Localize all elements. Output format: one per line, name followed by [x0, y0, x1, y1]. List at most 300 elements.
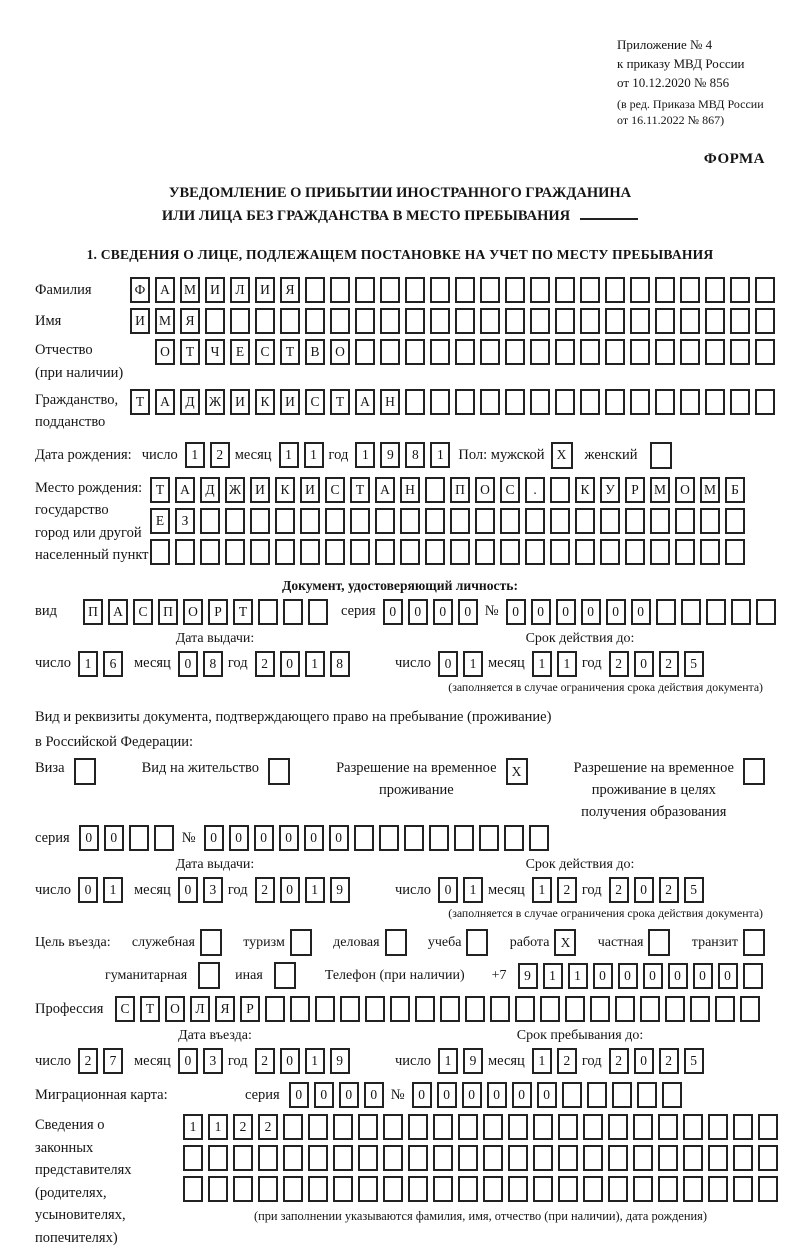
char-cell[interactable] — [283, 1145, 303, 1171]
char-cell[interactable] — [508, 1114, 528, 1140]
char-cell[interactable] — [358, 1145, 378, 1171]
char-cell[interactable] — [583, 1176, 603, 1202]
char-cell[interactable] — [380, 277, 400, 303]
checkbox-cell[interactable]: X — [551, 442, 573, 469]
char-cell[interactable]: С — [305, 389, 325, 415]
char-cell[interactable] — [305, 308, 325, 334]
char-cell[interactable]: С — [255, 339, 275, 365]
doc-expiry-day-cells[interactable] — [438, 651, 483, 677]
char-cell[interactable]: 0 — [618, 963, 638, 989]
char-cell[interactable] — [504, 825, 524, 851]
char-cell[interactable] — [600, 508, 620, 534]
char-cell[interactable] — [325, 539, 345, 565]
char-cell[interactable] — [605, 277, 625, 303]
char-cell[interactable]: 0 — [280, 1048, 300, 1074]
char-cell[interactable] — [683, 1114, 703, 1140]
char-cell[interactable] — [458, 1145, 478, 1171]
char-cell[interactable]: М — [650, 477, 670, 503]
char-cell[interactable]: 0 — [339, 1082, 359, 1108]
char-cell[interactable]: И — [280, 389, 300, 415]
checkbox-cell[interactable] — [743, 929, 765, 956]
purpose-tourism-checkbox[interactable] — [290, 929, 312, 956]
char-cell[interactable]: Н — [400, 477, 420, 503]
char-cell[interactable] — [308, 1145, 328, 1171]
residence-expiry-day-cells[interactable] — [438, 877, 483, 903]
char-cell[interactable] — [308, 1176, 328, 1202]
char-cell[interactable]: Т — [130, 389, 150, 415]
char-cell[interactable]: 0 — [668, 963, 688, 989]
char-cell[interactable] — [630, 308, 650, 334]
char-cell[interactable]: Т — [150, 477, 170, 503]
char-cell[interactable] — [680, 308, 700, 334]
residence-series-cells[interactable] — [79, 825, 174, 851]
char-cell[interactable] — [383, 1145, 403, 1171]
char-cell[interactable]: 1 — [208, 1114, 228, 1140]
char-cell[interactable] — [681, 599, 701, 625]
char-cell[interactable]: Т — [350, 477, 370, 503]
char-cell[interactable] — [375, 508, 395, 534]
char-cell[interactable] — [630, 277, 650, 303]
char-cell[interactable] — [515, 996, 535, 1022]
char-cell[interactable]: 0 — [462, 1082, 482, 1108]
char-cell[interactable] — [533, 1114, 553, 1140]
char-cell[interactable]: 1 — [430, 442, 450, 468]
char-cell[interactable]: 0 — [606, 599, 626, 625]
char-cell[interactable] — [580, 339, 600, 365]
residence-expiry-year-cells[interactable] — [609, 877, 704, 903]
char-cell[interactable]: П — [83, 599, 103, 625]
option-temp-residence-checkbox[interactable] — [506, 758, 528, 785]
char-cell[interactable] — [605, 339, 625, 365]
char-cell[interactable] — [333, 1176, 353, 1202]
char-cell[interactable] — [612, 1082, 632, 1108]
char-cell[interactable]: Т — [140, 996, 160, 1022]
char-cell[interactable] — [265, 996, 285, 1022]
char-cell[interactable]: 1 — [463, 877, 483, 903]
char-cell[interactable]: 3 — [203, 1048, 223, 1074]
char-cell[interactable] — [580, 389, 600, 415]
char-cell[interactable]: Р — [240, 996, 260, 1022]
char-cell[interactable] — [650, 539, 670, 565]
char-cell[interactable]: О — [165, 996, 185, 1022]
doc-expiry-month-cells[interactable] — [532, 651, 577, 677]
char-cell[interactable] — [290, 996, 310, 1022]
char-cell[interactable]: О — [475, 477, 495, 503]
checkbox-cell[interactable] — [274, 962, 296, 989]
char-cell[interactable] — [555, 277, 575, 303]
char-cell[interactable]: 2 — [609, 877, 629, 903]
checkbox-cell[interactable] — [200, 929, 222, 956]
char-cell[interactable] — [608, 1114, 628, 1140]
char-cell[interactable] — [433, 1145, 453, 1171]
char-cell[interactable]: 1 — [78, 651, 98, 677]
char-cell[interactable] — [205, 308, 225, 334]
char-cell[interactable] — [655, 389, 675, 415]
char-cell[interactable] — [354, 825, 374, 851]
char-cell[interactable]: 1 — [304, 442, 324, 468]
char-cell[interactable]: А — [108, 599, 128, 625]
checkbox-cell[interactable] — [743, 758, 765, 785]
char-cell[interactable] — [455, 277, 475, 303]
char-cell[interactable]: К — [275, 477, 295, 503]
char-cell[interactable] — [550, 539, 570, 565]
char-cell[interactable] — [275, 508, 295, 534]
char-cell[interactable]: Л — [190, 996, 210, 1022]
char-cell[interactable] — [479, 825, 499, 851]
char-cell[interactable] — [483, 1114, 503, 1140]
char-cell[interactable] — [305, 277, 325, 303]
char-cell[interactable] — [658, 1114, 678, 1140]
char-cell[interactable] — [283, 1114, 303, 1140]
char-cell[interactable]: В — [305, 339, 325, 365]
char-cell[interactable] — [208, 1176, 228, 1202]
char-cell[interactable] — [633, 1114, 653, 1140]
char-cell[interactable] — [730, 389, 750, 415]
char-cell[interactable]: 0 — [581, 599, 601, 625]
char-cell[interactable]: 2 — [78, 1048, 98, 1074]
char-cell[interactable] — [675, 508, 695, 534]
char-cell[interactable] — [258, 1176, 278, 1202]
char-cell[interactable] — [600, 539, 620, 565]
char-cell[interactable]: М — [155, 308, 175, 334]
char-cell[interactable]: 0 — [718, 963, 738, 989]
char-cell[interactable] — [758, 1176, 778, 1202]
purpose-work-checkbox[interactable] — [554, 929, 576, 956]
char-cell[interactable] — [633, 1176, 653, 1202]
sex-female-checkbox[interactable] — [650, 442, 672, 469]
char-cell[interactable] — [533, 1176, 553, 1202]
char-cell[interactable] — [250, 539, 270, 565]
char-cell[interactable] — [508, 1176, 528, 1202]
char-cell[interactable]: К — [255, 389, 275, 415]
checkbox-cell[interactable]: X — [506, 758, 528, 785]
char-cell[interactable] — [530, 308, 550, 334]
char-cell[interactable] — [330, 308, 350, 334]
char-cell[interactable]: 7 — [103, 1048, 123, 1074]
char-cell[interactable]: 1 — [568, 963, 588, 989]
char-cell[interactable] — [400, 508, 420, 534]
char-cell[interactable]: 0 — [537, 1082, 557, 1108]
char-cell[interactable]: 8 — [203, 651, 223, 677]
char-cell[interactable] — [605, 389, 625, 415]
char-cell[interactable] — [358, 1176, 378, 1202]
char-cell[interactable] — [650, 508, 670, 534]
char-cell[interactable]: 1 — [532, 1048, 552, 1074]
char-cell[interactable] — [655, 339, 675, 365]
char-cell[interactable] — [505, 389, 525, 415]
char-cell[interactable] — [230, 308, 250, 334]
char-cell[interactable]: 1 — [183, 1114, 203, 1140]
char-cell[interactable]: 0 — [506, 599, 526, 625]
char-cell[interactable]: 0 — [487, 1082, 507, 1108]
char-cell[interactable]: Т — [280, 339, 300, 365]
char-cell[interactable] — [183, 1176, 203, 1202]
char-cell[interactable]: Я — [215, 996, 235, 1022]
char-cell[interactable]: 5 — [684, 651, 704, 677]
char-cell[interactable] — [483, 1176, 503, 1202]
char-cell[interactable] — [430, 339, 450, 365]
char-cell[interactable] — [433, 1114, 453, 1140]
char-cell[interactable] — [505, 339, 525, 365]
char-cell[interactable] — [233, 1176, 253, 1202]
char-cell[interactable]: 2 — [557, 877, 577, 903]
char-cell[interactable] — [740, 996, 760, 1022]
char-cell[interactable]: А — [355, 389, 375, 415]
char-cell[interactable] — [454, 825, 474, 851]
doc-issue-month-cells[interactable] — [178, 651, 223, 677]
char-cell[interactable] — [558, 1114, 578, 1140]
char-cell[interactable] — [680, 277, 700, 303]
char-cell[interactable]: Р — [625, 477, 645, 503]
migration-series-cells[interactable] — [289, 1082, 384, 1108]
stay-year-cells[interactable] — [609, 1048, 704, 1074]
char-cell[interactable] — [562, 1082, 582, 1108]
char-cell[interactable]: С — [325, 477, 345, 503]
char-cell[interactable] — [340, 996, 360, 1022]
char-cell[interactable]: 0 — [693, 963, 713, 989]
char-cell[interactable] — [705, 389, 725, 415]
char-cell[interactable] — [480, 277, 500, 303]
char-cell[interactable]: 2 — [258, 1114, 278, 1140]
char-cell[interactable] — [250, 508, 270, 534]
purpose-private-checkbox[interactable] — [648, 929, 670, 956]
char-cell[interactable]: 1 — [532, 877, 552, 903]
char-cell[interactable]: 9 — [518, 963, 538, 989]
char-cell[interactable]: П — [158, 599, 178, 625]
birth-day-cells[interactable] — [185, 442, 230, 468]
char-cell[interactable] — [730, 277, 750, 303]
char-cell[interactable]: 1 — [305, 877, 325, 903]
char-cell[interactable]: И — [300, 477, 320, 503]
char-cell[interactable] — [583, 1145, 603, 1171]
char-cell[interactable] — [708, 1114, 728, 1140]
birth-month-cells[interactable] — [279, 442, 324, 468]
char-cell[interactable]: И — [130, 308, 150, 334]
purpose-other-checkbox[interactable] — [274, 962, 296, 989]
char-cell[interactable] — [315, 996, 335, 1022]
char-cell[interactable]: 0 — [437, 1082, 457, 1108]
char-cell[interactable]: Л — [230, 277, 250, 303]
char-cell[interactable] — [705, 308, 725, 334]
char-cell[interactable]: 1 — [438, 1048, 458, 1074]
char-cell[interactable] — [756, 599, 776, 625]
char-cell[interactable]: 9 — [330, 1048, 350, 1074]
char-cell[interactable]: 0 — [412, 1082, 432, 1108]
char-cell[interactable] — [375, 539, 395, 565]
char-cell[interactable] — [658, 1176, 678, 1202]
char-cell[interactable]: 9 — [380, 442, 400, 468]
char-cell[interactable]: 5 — [684, 1048, 704, 1074]
char-cell[interactable]: 8 — [330, 651, 350, 677]
char-cell[interactable] — [255, 308, 275, 334]
char-cell[interactable] — [480, 339, 500, 365]
char-cell[interactable] — [300, 539, 320, 565]
char-cell[interactable] — [625, 539, 645, 565]
char-cell[interactable] — [730, 308, 750, 334]
char-cell[interactable] — [383, 1114, 403, 1140]
char-cell[interactable]: И — [230, 389, 250, 415]
char-cell[interactable] — [555, 339, 575, 365]
char-cell[interactable]: И — [205, 277, 225, 303]
char-cell[interactable] — [700, 539, 720, 565]
char-cell[interactable] — [275, 539, 295, 565]
char-cell[interactable] — [640, 996, 660, 1022]
checkbox-cell[interactable] — [290, 929, 312, 956]
char-cell[interactable]: 0 — [438, 877, 458, 903]
char-cell[interactable] — [575, 539, 595, 565]
char-cell[interactable] — [490, 996, 510, 1022]
char-cell[interactable]: 1 — [355, 442, 375, 468]
char-cell[interactable] — [505, 308, 525, 334]
char-cell[interactable] — [605, 308, 625, 334]
char-cell[interactable]: 1 — [532, 651, 552, 677]
doc-kind-cells[interactable] — [83, 599, 328, 625]
char-cell[interactable]: П — [450, 477, 470, 503]
char-cell[interactable]: Р — [208, 599, 228, 625]
char-cell[interactable] — [533, 1145, 553, 1171]
doc-issue-year-cells[interactable] — [255, 651, 350, 677]
char-cell[interactable] — [655, 277, 675, 303]
char-cell[interactable]: Я — [180, 308, 200, 334]
char-cell[interactable]: 2 — [659, 1048, 679, 1074]
char-cell[interactable] — [633, 1145, 653, 1171]
char-cell[interactable]: А — [155, 277, 175, 303]
char-cell[interactable] — [283, 1176, 303, 1202]
char-cell[interactable] — [637, 1082, 657, 1108]
char-cell[interactable]: 0 — [531, 599, 551, 625]
char-cell[interactable]: . — [525, 477, 545, 503]
birth-year-cells[interactable] — [355, 442, 450, 468]
char-cell[interactable]: 2 — [609, 1048, 629, 1074]
char-cell[interactable] — [455, 339, 475, 365]
char-cell[interactable] — [280, 308, 300, 334]
char-cell[interactable] — [258, 1145, 278, 1171]
char-cell[interactable] — [380, 339, 400, 365]
char-cell[interactable] — [755, 339, 775, 365]
char-cell[interactable]: 0 — [178, 651, 198, 677]
patronymic-cells[interactable] — [155, 339, 775, 365]
char-cell[interactable]: А — [175, 477, 195, 503]
char-cell[interactable] — [405, 339, 425, 365]
char-cell[interactable]: 9 — [330, 877, 350, 903]
char-cell[interactable]: Ф — [130, 277, 150, 303]
purpose-transit-checkbox[interactable] — [743, 929, 765, 956]
char-cell[interactable]: 0 — [408, 599, 428, 625]
char-cell[interactable] — [731, 599, 751, 625]
char-cell[interactable] — [583, 1114, 603, 1140]
char-cell[interactable] — [580, 277, 600, 303]
char-cell[interactable] — [758, 1114, 778, 1140]
char-cell[interactable] — [706, 599, 726, 625]
char-cell[interactable] — [258, 599, 278, 625]
option-temp-residence-edu-checkbox[interactable] — [743, 758, 765, 785]
representatives-cells-1[interactable] — [183, 1114, 778, 1140]
char-cell[interactable] — [508, 1145, 528, 1171]
char-cell[interactable]: 0 — [204, 825, 224, 851]
entry-month-cells[interactable] — [178, 1048, 223, 1074]
char-cell[interactable] — [555, 308, 575, 334]
char-cell[interactable]: И — [250, 477, 270, 503]
char-cell[interactable]: 0 — [79, 825, 99, 851]
char-cell[interactable] — [429, 825, 449, 851]
char-cell[interactable] — [708, 1145, 728, 1171]
char-cell[interactable]: 0 — [229, 825, 249, 851]
char-cell[interactable] — [500, 508, 520, 534]
checkbox-cell[interactable]: X — [554, 929, 576, 956]
char-cell[interactable] — [505, 277, 525, 303]
checkbox-cell[interactable] — [198, 962, 220, 989]
char-cell[interactable] — [325, 508, 345, 534]
char-cell[interactable]: 0 — [279, 825, 299, 851]
char-cell[interactable] — [555, 389, 575, 415]
option-visa-checkbox[interactable] — [74, 758, 96, 785]
residence-issue-month-cells[interactable] — [178, 877, 223, 903]
char-cell[interactable] — [400, 539, 420, 565]
doc-issue-day-cells[interactable] — [78, 651, 123, 677]
char-cell[interactable] — [150, 539, 170, 565]
birth-place-cells-3[interactable] — [150, 539, 745, 565]
char-cell[interactable] — [655, 308, 675, 334]
char-cell[interactable] — [430, 308, 450, 334]
char-cell[interactable] — [225, 508, 245, 534]
given-name-cells[interactable] — [130, 308, 775, 334]
char-cell[interactable]: 6 — [103, 651, 123, 677]
char-cell[interactable]: 0 — [634, 877, 654, 903]
char-cell[interactable] — [350, 508, 370, 534]
char-cell[interactable]: 0 — [329, 825, 349, 851]
char-cell[interactable]: С — [115, 996, 135, 1022]
checkbox-cell[interactable] — [648, 929, 670, 956]
char-cell[interactable] — [705, 277, 725, 303]
char-cell[interactable] — [308, 599, 328, 625]
char-cell[interactable] — [425, 508, 445, 534]
char-cell[interactable] — [530, 339, 550, 365]
char-cell[interactable] — [455, 389, 475, 415]
char-cell[interactable] — [404, 825, 424, 851]
char-cell[interactable] — [715, 996, 735, 1022]
char-cell[interactable] — [755, 308, 775, 334]
char-cell[interactable] — [530, 277, 550, 303]
residence-issue-year-cells[interactable] — [255, 877, 350, 903]
char-cell[interactable] — [580, 308, 600, 334]
doc-number-cells[interactable] — [506, 599, 776, 625]
char-cell[interactable] — [330, 277, 350, 303]
char-cell[interactable] — [733, 1176, 753, 1202]
char-cell[interactable] — [755, 389, 775, 415]
char-cell[interactable]: Ч — [205, 339, 225, 365]
char-cell[interactable]: 0 — [593, 963, 613, 989]
citizenship-cells[interactable] — [130, 389, 775, 415]
char-cell[interactable]: 0 — [631, 599, 651, 625]
purpose-commercial-checkbox[interactable] — [385, 929, 407, 956]
checkbox-cell[interactable] — [74, 758, 96, 785]
char-cell[interactable] — [705, 339, 725, 365]
char-cell[interactable]: 2 — [255, 651, 275, 677]
residence-expiry-month-cells[interactable] — [532, 877, 577, 903]
char-cell[interactable] — [525, 508, 545, 534]
char-cell[interactable] — [450, 539, 470, 565]
char-cell[interactable]: Е — [150, 508, 170, 534]
char-cell[interactable] — [333, 1145, 353, 1171]
char-cell[interactable] — [480, 389, 500, 415]
char-cell[interactable] — [455, 308, 475, 334]
char-cell[interactable] — [675, 539, 695, 565]
char-cell[interactable] — [129, 825, 149, 851]
char-cell[interactable]: М — [180, 277, 200, 303]
char-cell[interactable] — [529, 825, 549, 851]
char-cell[interactable]: Ж — [205, 389, 225, 415]
char-cell[interactable] — [355, 339, 375, 365]
